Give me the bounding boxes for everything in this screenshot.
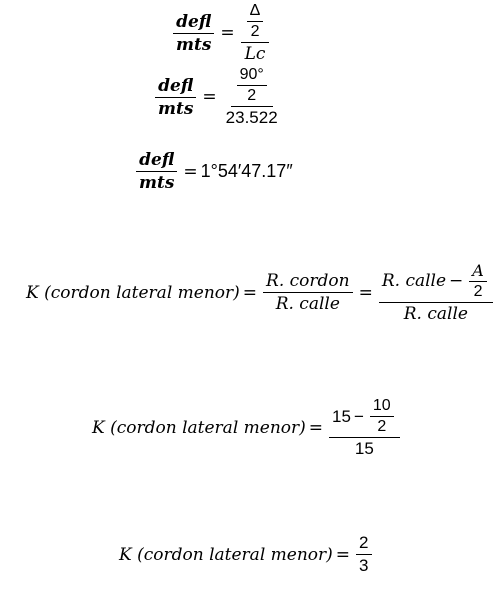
equals-sign: = bbox=[183, 161, 198, 182]
numeric-fraction: 15 − $\frac{10}{2}$ 15 bbox=[329, 397, 400, 459]
defl-over-mts-fraction: $\frac{\text{defl}}{\text{mts}}$ bbox=[136, 150, 177, 193]
equation-3 bbox=[133, 150, 293, 193]
equation-2 bbox=[152, 66, 284, 128]
defl-over-mts-fraction: $\frac{\text{defl}}{\text{mts}}$ bbox=[155, 76, 196, 119]
deflection-value: 1°54′47.17″ bbox=[200, 161, 293, 181]
delta-half-fraction: $\frac{\Delta}{2}$ bbox=[247, 2, 264, 41]
ninety-half-fraction: $\frac{90^\circ}{2}$ bbox=[237, 66, 267, 105]
numerator: defl bbox=[173, 12, 214, 34]
delta-over-lc-fraction bbox=[241, 2, 270, 64]
calle-minus-a-half-fraction: R. calle − $\frac{A}{2}$ R. calle bbox=[379, 261, 493, 324]
cordon-over-calle-fraction: $\frac{\text{R. cordon}}{\text{R. calle}}$ bbox=[263, 271, 353, 314]
equals-sign: = bbox=[202, 87, 217, 107]
defl-over-mts-fraction bbox=[173, 12, 214, 55]
k-lhs: K (cordon lateral menor) bbox=[119, 544, 333, 565]
k-lhs: K (cordon lateral menor) bbox=[92, 418, 306, 438]
angle-over-length-fraction bbox=[223, 66, 281, 128]
lc-denominator: Lc bbox=[244, 44, 266, 64]
length-denominator: 23.522 bbox=[225, 108, 278, 127]
equals-sign: = bbox=[242, 282, 258, 303]
equation-4 bbox=[26, 261, 496, 324]
a-half-fraction: $\frac{A}{2}$ bbox=[469, 261, 487, 301]
equals-sign: = bbox=[335, 544, 351, 565]
denominator: mts bbox=[176, 34, 212, 55]
equals-sign: = bbox=[220, 23, 235, 43]
equation-6 bbox=[119, 533, 375, 576]
two-thirds-fraction: $\frac{2}{3}$ bbox=[356, 533, 371, 576]
equals-sign: = bbox=[358, 282, 373, 303]
equals-sign: = bbox=[308, 418, 324, 438]
ten-half-fraction: $\frac{10}{2}$ bbox=[370, 397, 394, 436]
k-lhs: K (cordon lateral menor) bbox=[26, 282, 240, 303]
equation-1 bbox=[170, 2, 272, 64]
equation-5 bbox=[92, 397, 403, 459]
